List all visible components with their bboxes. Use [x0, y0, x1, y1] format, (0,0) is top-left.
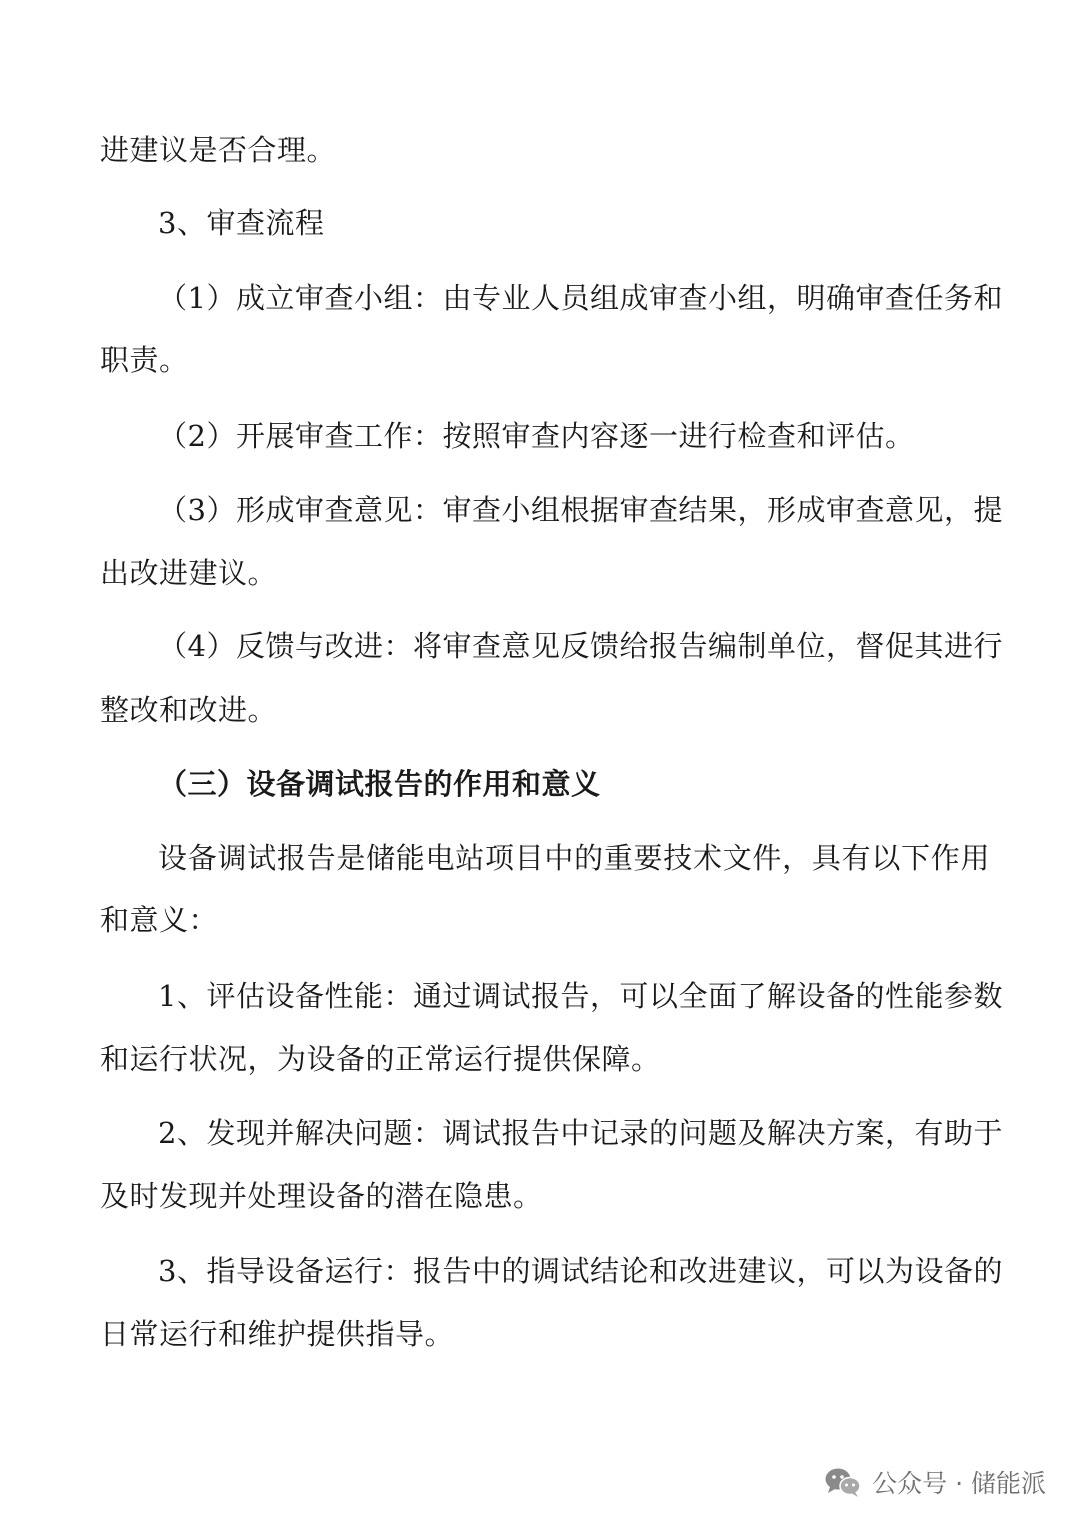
- paragraph-line: 和运行状况，为设备的正常运行提供保障。: [100, 1042, 661, 1076]
- section-heading: 3、审查流程: [158, 206, 325, 240]
- paragraph-line: （4）反馈与改进：将审查意见反馈给报告编制单位，督促其进行: [158, 629, 1003, 663]
- watermark: [824, 1462, 1046, 1502]
- paragraph-line: （1）成立审查小组：由专业人员组成审查小组，明确审查任务和: [158, 281, 1003, 315]
- subsection-heading: （三）设备调试报告的作用和意义: [158, 767, 601, 801]
- paragraph-line: 2、发现并解决问题：调试报告中记录的问题及解决方案，有助于: [158, 1116, 1003, 1150]
- paragraph-line: （2）开展审查工作：按照审查内容逐一进行检查和评估。: [158, 419, 915, 453]
- paragraph-line: 1、评估设备性能：通过调试报告，可以全面了解设备的性能参数: [158, 979, 1003, 1013]
- paragraph-line: 3、指导设备运行：报告中的调试结论和改进建议，可以为设备的: [158, 1254, 1003, 1288]
- paragraph-line: 整改和改进。: [100, 693, 278, 727]
- paragraph-line: 设备调试报告是储能电站项目中的重要技术文件，具有以下作用: [158, 841, 990, 875]
- watermark-text: 公众号 · 储能派: [872, 1469, 1046, 1498]
- paragraph-line: 及时发现并处理设备的潜在隐患。: [100, 1179, 543, 1213]
- paragraph-line: 和意义：: [100, 903, 219, 937]
- paragraph-line: （3）形成审查意见：审查小组根据审查结果，形成审查意见，提: [158, 493, 1003, 527]
- wechat-icon: [824, 1466, 862, 1498]
- paragraph-line: 职责。: [100, 343, 189, 377]
- paragraph-line: 进建议是否合理。: [100, 133, 337, 167]
- paragraph-line: 日常运行和维护提供指导。: [100, 1317, 455, 1351]
- paragraph-line: 出改进建议。: [100, 556, 278, 590]
